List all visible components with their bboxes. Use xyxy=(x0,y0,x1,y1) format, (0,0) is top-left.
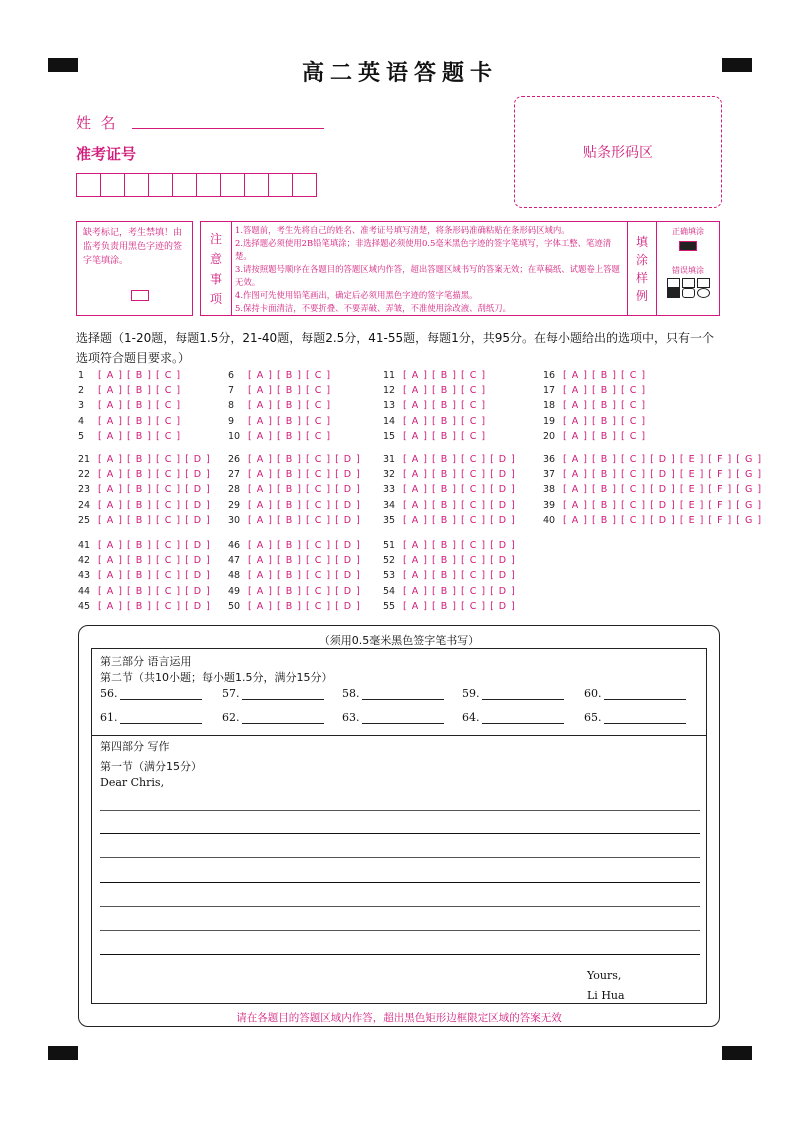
answer-options[interactable]: [ A ] [ B ] [ C ] [ D ] xyxy=(244,555,361,567)
answer-options[interactable]: [ A ] [ B ] [ C ] [ D ] xyxy=(399,499,516,511)
absent-mark-box[interactable] xyxy=(131,290,149,301)
answer-options[interactable]: [ A ] [ B ] [ C ] [ D ] [ E ] [ F ] [ G ] xyxy=(559,514,763,526)
id-digit-box[interactable] xyxy=(220,173,245,197)
id-digit-box[interactable] xyxy=(292,173,317,197)
letter-closing: Yours, xyxy=(587,969,622,982)
question-47[interactable] xyxy=(228,553,361,568)
blank-answer-line[interactable] xyxy=(362,688,444,700)
multiple-choice-instruction: 选择题（1-20题，每题1.5分，21-40题，每题2.5分，41-55题，每题1分，共95分。在每小题给出的选项中，只有一个选项符合题目要求。） xyxy=(76,331,715,365)
answer-options[interactable]: [ A ] [ B ] [ C ] xyxy=(399,430,487,442)
writing-line[interactable] xyxy=(100,906,700,907)
question-number: 54 xyxy=(383,585,396,597)
question-number: 15 xyxy=(383,430,396,442)
question-number: 23 xyxy=(78,484,91,496)
writing-line[interactable] xyxy=(100,857,700,858)
blank-answer-line[interactable] xyxy=(362,712,444,724)
blank-answer-line[interactable] xyxy=(482,712,564,724)
fill-correct-example xyxy=(657,237,719,253)
writing-line[interactable] xyxy=(100,810,700,811)
question-31[interactable] xyxy=(383,452,516,467)
answer-header: （须用0.5毫米黑色签字笔书写） xyxy=(318,634,480,647)
question-11[interactable] xyxy=(383,368,486,383)
answer-options[interactable]: [ A ] [ B ] [ C ] xyxy=(244,415,332,427)
answer-options[interactable]: [ A ] [ B ] [ C ] [ D ] xyxy=(94,469,211,481)
answer-options[interactable]: [ A ] [ B ] [ C ] xyxy=(559,385,647,397)
blank-item[interactable] xyxy=(222,711,324,724)
question-number: 42 xyxy=(78,555,91,567)
language-use-section xyxy=(91,648,707,736)
blank-item[interactable] xyxy=(222,687,324,700)
answer-options[interactable]: [ A ] [ B ] [ C ] [ D ] [ E ] [ F ] [ G ] xyxy=(559,454,763,465)
answer-options[interactable]: [ A ] [ B ] [ C ] [ D ] xyxy=(94,555,211,567)
blank-number: 57. xyxy=(222,687,240,700)
question-number: 32 xyxy=(383,469,396,481)
question-46[interactable] xyxy=(228,538,361,553)
blank-item[interactable] xyxy=(584,711,686,724)
question-12[interactable] xyxy=(383,383,486,398)
answer-options[interactable]: [ A ] [ B ] [ C ] [ D ] xyxy=(399,454,516,465)
answer-options[interactable]: [ A ] [ B ] [ C ] [ D ] xyxy=(399,555,516,567)
question-number: 4 xyxy=(78,415,85,427)
blank-item[interactable] xyxy=(462,687,564,700)
question-number: 39 xyxy=(543,499,556,511)
blank-answer-line[interactable] xyxy=(604,712,686,724)
blank-answer-line[interactable] xyxy=(120,688,202,700)
question-25[interactable] xyxy=(78,513,211,528)
question-number: 50 xyxy=(228,600,241,612)
question-number: 10 xyxy=(228,430,241,442)
question-15[interactable] xyxy=(383,429,486,444)
blank-answer-line[interactable] xyxy=(242,688,324,700)
answer-options[interactable]: [ A ] [ B ] [ C ] [ D ] xyxy=(94,600,211,612)
question-number: 13 xyxy=(383,400,396,412)
question-number: 20 xyxy=(543,430,556,442)
question-number: 1 xyxy=(78,370,85,381)
answer-options[interactable]: [ A ] [ B ] [ C ] xyxy=(399,415,487,427)
question-14[interactable] xyxy=(383,414,486,429)
blank-answer-line[interactable] xyxy=(242,712,324,724)
question-number: 37 xyxy=(543,469,556,481)
blank-item[interactable] xyxy=(342,711,444,724)
answer-options[interactable]: [ A ] [ B ] [ C ] xyxy=(399,400,487,412)
question-40[interactable] xyxy=(543,513,762,528)
blank-number: 65. xyxy=(584,711,602,724)
part4-section: 第一节（满分15分） xyxy=(100,760,202,773)
question-number: 17 xyxy=(543,385,556,397)
answer-options[interactable]: [ A ] [ B ] [ C ] [ D ] xyxy=(94,484,211,496)
question-number: 33 xyxy=(383,484,396,496)
question-52[interactable] xyxy=(383,553,516,568)
question-number: 49 xyxy=(228,585,241,597)
question-number: 44 xyxy=(78,585,91,597)
notice-item: 5.保持卡面清洁，不要折叠、不要弄破、弄皱，不准使用涂改液、刮纸刀。 xyxy=(235,303,511,313)
question-39[interactable] xyxy=(543,498,762,513)
question-number: 31 xyxy=(383,454,396,465)
question-36[interactable] xyxy=(543,452,762,467)
id-digit-box[interactable] xyxy=(268,173,293,197)
question-number: 26 xyxy=(228,454,241,465)
answer-options[interactable]: [ A ] [ B ] [ C ] [ D ] xyxy=(399,469,516,481)
question-44[interactable] xyxy=(78,584,211,599)
question-23[interactable] xyxy=(78,482,211,497)
blank-item[interactable] xyxy=(342,687,444,700)
answer-options[interactable]: [ A ] [ B ] [ C ] xyxy=(244,400,332,412)
question-7[interactable] xyxy=(228,383,331,398)
question-number: 43 xyxy=(78,570,91,582)
question-number: 55 xyxy=(383,600,396,612)
blank-number: 60. xyxy=(584,687,602,700)
answer-options[interactable]: [ A ] [ B ] [ C ] xyxy=(94,430,182,442)
id-digit-box[interactable] xyxy=(148,173,173,197)
question-26[interactable] xyxy=(228,452,361,467)
answer-options[interactable]: [ A ] [ B ] [ C ] [ D ] xyxy=(94,570,211,582)
alignment-marker-bottom-left xyxy=(48,1046,78,1060)
answer-options[interactable]: [ A ] [ B ] [ C ] xyxy=(94,415,182,427)
fill-correct-label: 正确填涂 xyxy=(672,227,704,236)
blank-number: 56. xyxy=(100,687,118,700)
blank-answer-line[interactable] xyxy=(604,688,686,700)
blank-item[interactable] xyxy=(100,711,202,724)
answer-options[interactable]: [ A ] [ B ] [ C ] xyxy=(94,370,182,381)
writing-line[interactable] xyxy=(100,930,700,931)
notice-item: 2.选择题必须使用2B铅笔填涂；非选择题必须使用0.5毫米黑色字迹的签字笔填写，字体工整、笔迹清楚。 xyxy=(235,238,612,261)
answer-options[interactable]: [ A ] [ B ] [ C ] [ D ] xyxy=(399,585,516,597)
question-3[interactable] xyxy=(78,398,181,413)
question-number: 52 xyxy=(383,555,396,567)
answer-options[interactable]: [ A ] [ B ] [ C ] [ D ] xyxy=(399,570,516,582)
part3-title: 第三部分 语言运用 xyxy=(100,655,192,668)
answer-options[interactable]: [ A ] [ B ] [ C ] [ D ] xyxy=(399,484,516,496)
question-30[interactable] xyxy=(228,513,361,528)
question-number: 16 xyxy=(543,370,556,381)
id-number-boxes[interactable] xyxy=(76,173,316,197)
question-number: 21 xyxy=(78,454,91,465)
question-number: 24 xyxy=(78,499,91,511)
question-51[interactable] xyxy=(383,538,516,553)
question-number: 12 xyxy=(383,385,396,397)
id-digit-box[interactable] xyxy=(244,173,269,197)
question-number: 41 xyxy=(78,540,91,551)
question-number: 28 xyxy=(228,484,241,496)
blank-number: 63. xyxy=(342,711,360,724)
notice-panel xyxy=(200,221,720,316)
blank-answer-line[interactable] xyxy=(120,712,202,724)
question-55[interactable] xyxy=(383,599,516,614)
answer-options[interactable]: [ A ] [ B ] [ C ] [ D ] xyxy=(244,469,361,481)
notice-item: 1.答题前，考生先将自己的姓名、准考证号填写清楚，将条形码准确粘贴在条形码区域内。 xyxy=(235,225,570,235)
question-number: 53 xyxy=(383,570,396,582)
answer-options[interactable]: [ A ] [ B ] [ C ] [ D ] xyxy=(94,514,211,526)
question-33[interactable] xyxy=(383,482,516,497)
answer-options[interactable]: [ A ] [ B ] [ C ] xyxy=(94,385,182,397)
page-title: 高二英语答题卡 xyxy=(301,61,498,86)
answer-options[interactable]: [ A ] [ B ] [ C ] [ D ] xyxy=(244,600,361,612)
notice-item: 3.请按照题号顺序在各题目的答题区域内作答，超出答题区域书写的答案无效；在草稿纸、试题卷上答题无效。 xyxy=(235,264,620,287)
question-10[interactable] xyxy=(228,429,331,444)
answer-options[interactable]: [ A ] [ B ] [ C ] xyxy=(244,385,332,397)
id-digit-box[interactable] xyxy=(124,173,149,197)
answer-options[interactable]: [ A ] [ B ] [ C ] [ D ] xyxy=(399,600,516,612)
question-21[interactable] xyxy=(78,452,211,467)
writing-line[interactable] xyxy=(100,954,700,955)
question-number: 45 xyxy=(78,600,91,612)
id-digit-box[interactable] xyxy=(76,173,101,197)
question-27[interactable] xyxy=(228,467,361,482)
blank-number: 64. xyxy=(462,711,480,724)
question-18[interactable] xyxy=(543,398,646,413)
writing-section xyxy=(91,732,707,1004)
notice-item: 4.作图可先使用铅笔画出，确定后必须用黑色字迹的签字笔描黑。 xyxy=(235,290,478,300)
question-number: 40 xyxy=(543,514,556,526)
answer-options[interactable]: [ A ] [ B ] [ C ] xyxy=(559,415,647,427)
name-label: 姓 名 xyxy=(76,114,116,132)
question-number: 14 xyxy=(383,415,396,427)
answer-options[interactable]: [ A ] [ B ] [ C ] xyxy=(559,430,647,442)
answer-options[interactable]: [ A ] [ B ] [ C ] [ D ] [ E ] [ F ] [ G ] xyxy=(559,484,763,496)
absent-mark-panel xyxy=(76,221,193,316)
answer-options[interactable]: [ A ] [ B ] [ C ] [ D ] xyxy=(94,585,211,597)
question-6[interactable] xyxy=(228,368,331,383)
question-28[interactable] xyxy=(228,482,361,497)
question-38[interactable] xyxy=(543,482,762,497)
question-number: 18 xyxy=(543,400,556,412)
fill-examples xyxy=(657,222,719,315)
question-24[interactable] xyxy=(78,498,211,513)
question-number: 47 xyxy=(228,555,241,567)
question-number: 5 xyxy=(78,430,85,442)
question-5[interactable] xyxy=(78,429,181,444)
answer-options[interactable]: [ A ] [ B ] [ C ] [ D ] xyxy=(94,540,211,551)
question-number: 9 xyxy=(228,415,235,427)
answer-options[interactable]: [ A ] [ B ] [ C ] xyxy=(399,370,487,381)
answer-options[interactable]: [ A ] [ B ] [ C ] [ D ] xyxy=(94,499,211,511)
question-49[interactable] xyxy=(228,584,361,599)
question-number: 36 xyxy=(543,454,556,465)
blank-number: 59. xyxy=(462,687,480,700)
question-number: 11 xyxy=(383,370,396,381)
question-number: 3 xyxy=(78,400,85,412)
answer-options[interactable]: [ A ] [ B ] [ C ] [ D ] xyxy=(399,514,516,526)
question-37[interactable] xyxy=(543,467,762,482)
absent-note: 缺考标记，考生禁填！由监考负责用黑色字迹的签字笔填涂。 xyxy=(83,228,183,266)
question-8[interactable] xyxy=(228,398,331,413)
blank-item[interactable] xyxy=(100,687,202,700)
question-number: 2 xyxy=(78,385,85,397)
question-number: 30 xyxy=(228,514,241,526)
id-digit-box[interactable] xyxy=(172,173,197,197)
answer-options[interactable]: [ A ] [ B ] [ C ] [ D ] xyxy=(244,570,361,582)
question-number: 46 xyxy=(228,540,241,551)
question-number: 48 xyxy=(228,570,241,582)
name-field[interactable] xyxy=(132,128,324,129)
question-number: 22 xyxy=(78,469,91,481)
question-number: 25 xyxy=(78,514,91,526)
letter-greeting: Dear Chris, xyxy=(100,776,165,789)
question-29[interactable] xyxy=(228,498,361,513)
question-number: 34 xyxy=(383,499,396,511)
answer-options[interactable]: [ A ] [ B ] [ C ] xyxy=(399,385,487,397)
question-43[interactable] xyxy=(78,568,211,583)
answer-options[interactable]: [ A ] [ B ] [ C ] xyxy=(244,370,332,381)
question-53[interactable] xyxy=(383,568,516,583)
question-50[interactable] xyxy=(228,599,361,614)
blank-answer-line[interactable] xyxy=(482,688,564,700)
question-32[interactable] xyxy=(383,467,516,482)
question-17[interactable] xyxy=(543,383,646,398)
question-41[interactable] xyxy=(78,538,211,553)
question-22[interactable] xyxy=(78,467,211,482)
question-number: 8 xyxy=(228,400,235,412)
part3-section: 第二节（共10小题；每小题1.5分，满分15分） xyxy=(100,671,333,684)
footer-note: 请在各题目的答题区域内作答，超出黑色矩形边框限定区域的答案无效 xyxy=(236,1012,562,1024)
question-45[interactable] xyxy=(78,599,211,614)
answer-options[interactable]: [ A ] [ B ] [ C ] [ D ] [ E ] [ F ] [ G ] xyxy=(559,469,763,481)
letter-signature: Li Hua xyxy=(587,989,625,1002)
question-number: 51 xyxy=(383,540,396,551)
question-34[interactable] xyxy=(383,498,516,513)
writing-line[interactable] xyxy=(100,882,700,883)
blank-number: 58. xyxy=(342,687,360,700)
answer-options[interactable]: [ A ] [ B ] [ C ] xyxy=(559,400,647,412)
blank-item[interactable] xyxy=(462,711,564,724)
question-19[interactable] xyxy=(543,414,646,429)
question-9[interactable] xyxy=(228,414,331,429)
fill-wrong-example xyxy=(657,278,719,298)
id-digit-box[interactable] xyxy=(196,173,221,197)
answer-options[interactable]: [ A ] [ B ] [ C ] [ D ] [ E ] [ F ] [ G ] xyxy=(559,499,763,511)
blank-item[interactable] xyxy=(584,687,686,700)
alignment-marker-bottom-right xyxy=(722,1046,752,1060)
question-number: 6 xyxy=(228,370,235,381)
question-48[interactable] xyxy=(228,568,361,583)
question-number: 7 xyxy=(228,385,235,397)
question-54[interactable] xyxy=(383,584,516,599)
question-4[interactable] xyxy=(78,414,181,429)
answer-options[interactable]: [ A ] [ B ] [ C ] xyxy=(244,430,332,442)
question-number: 19 xyxy=(543,415,556,427)
answer-frame xyxy=(78,625,720,1027)
answer-options[interactable]: [ A ] [ B ] [ C ] [ D ] xyxy=(244,514,361,526)
question-2[interactable] xyxy=(78,383,181,398)
answer-options[interactable]: [ A ] [ B ] [ C ] xyxy=(94,400,182,412)
fill-wrong-label: 错误填涂 xyxy=(672,266,704,275)
question-1[interactable] xyxy=(78,368,181,383)
notice-heading: 注 意 事 项 xyxy=(201,222,232,315)
question-13[interactable] xyxy=(383,398,486,413)
answer-options[interactable]: [ A ] [ B ] [ C ] [ D ] xyxy=(244,499,361,511)
notice-list xyxy=(235,224,627,315)
id-label: 准考证号 xyxy=(76,145,137,163)
blank-number: 62. xyxy=(222,711,240,724)
question-16[interactable] xyxy=(543,368,646,383)
answer-options[interactable]: [ A ] [ B ] [ C ] [ D ] xyxy=(244,454,361,465)
blank-number: 61. xyxy=(100,711,118,724)
question-number: 35 xyxy=(383,514,396,526)
answer-options[interactable]: [ A ] [ B ] [ C ] [ D ] xyxy=(94,454,211,465)
question-number: 38 xyxy=(543,484,556,496)
answer-options[interactable]: [ A ] [ B ] [ C ] [ D ] xyxy=(399,540,516,551)
question-number: 29 xyxy=(228,499,241,511)
question-number: 27 xyxy=(228,469,241,481)
answer-options[interactable]: [ A ] [ B ] [ C ] xyxy=(559,370,647,381)
answer-options[interactable]: [ A ] [ B ] [ C ] [ D ] xyxy=(244,540,361,551)
answer-options[interactable]: [ A ] [ B ] [ C ] [ D ] xyxy=(244,585,361,597)
question-42[interactable] xyxy=(78,553,211,568)
barcode-area: 贴条形码区 xyxy=(514,96,722,208)
part4-title: 第四部分 写作 xyxy=(100,740,170,753)
question-20[interactable] xyxy=(543,429,646,444)
question-35[interactable] xyxy=(383,513,516,528)
answer-options[interactable]: [ A ] [ B ] [ C ] [ D ] xyxy=(244,484,361,496)
id-digit-box[interactable] xyxy=(100,173,125,197)
writing-line[interactable] xyxy=(100,833,700,834)
fill-example-heading: 填 涂 样 例 xyxy=(627,222,657,315)
